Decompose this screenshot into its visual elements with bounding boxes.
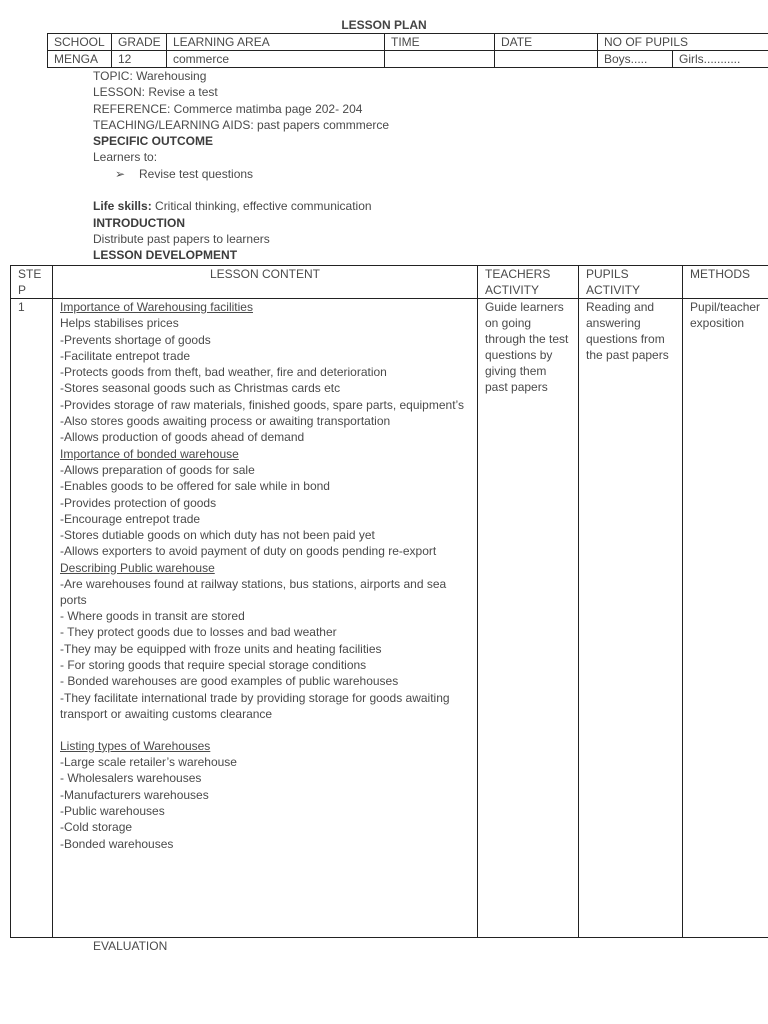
- date-header: DATE: [495, 34, 598, 51]
- meta-header-row: [48, 34, 768, 51]
- content-line: - They protect goods due to losses and bad weather: [60, 625, 337, 640]
- arrow-bullet-icon: ➢: [115, 166, 126, 181]
- evaluation-heading: EVALUATION: [93, 939, 168, 953]
- content-line: -They may be equipped with froze units and heating facilities: [60, 641, 382, 656]
- content-line: -Manufacturers warehouses: [60, 787, 209, 802]
- content-line: [60, 722, 470, 738]
- content-subheading: Importance of bonded warehouse: [60, 446, 239, 461]
- introduction-heading: INTRODUCTION: [93, 215, 185, 230]
- boys-count: Boys.....: [598, 51, 673, 68]
- content-line: -Allows production of goods ahead of demand: [60, 430, 305, 445]
- step-number: 1: [11, 299, 53, 938]
- content-line: -Encourage entrepot trade: [60, 511, 201, 526]
- content-line: -Bonded warehouses: [60, 836, 174, 851]
- time-value: [385, 51, 495, 68]
- learners-to-line: Learners to:: [93, 150, 158, 165]
- content-line: -Protects goods from theft, bad weather, fire and deterioration: [60, 365, 387, 380]
- content-line: Helps stabilises prices: [60, 316, 179, 331]
- content-line: - For storing goods that require special storage conditions: [60, 657, 367, 672]
- development-header-row: [11, 266, 768, 299]
- content-line: -Large scale retailer’s warehouse: [60, 755, 237, 770]
- content-line: -Facilitate entrepot trade: [60, 348, 191, 363]
- pupils-activity-cell: Reading and answering questions from the past papers: [579, 299, 683, 938]
- lesson-info: [93, 68, 733, 264]
- life-skills-line: [93, 198, 733, 214]
- meta-value-row: [48, 51, 768, 68]
- content-subheading: Describing Public warehouse: [60, 560, 215, 575]
- learning-area-value: commerce: [167, 51, 385, 68]
- content-line: -They facilitate international trade by providing storage for goods awaiting transport or awaiting customs clearance: [60, 690, 450, 721]
- girls-count: Girls...........: [673, 51, 768, 68]
- school-value: MENGA: [48, 51, 112, 68]
- specific-outcome-heading: SPECIFIC OUTCOME: [93, 134, 214, 149]
- step-header: STE P: [11, 266, 53, 299]
- content-line: -Provides protection of goods: [60, 495, 217, 510]
- spacer: [93, 182, 733, 198]
- lesson-development-table: [10, 265, 768, 938]
- lesson-meta-table: [47, 33, 768, 68]
- pupils-count-header: NO OF PUPILS: [598, 34, 768, 51]
- learning-area-header: LEARNING AREA: [167, 34, 385, 51]
- content-line: -Prevents shortage of goods: [60, 332, 211, 347]
- content-line: -Enables goods to be offered for sale while in bond: [60, 479, 330, 494]
- content-line: -Also stores goods awaiting process or awaiting transportation: [60, 414, 391, 429]
- aids-line: TEACHING/LEARNING AIDS: past papers commmerce: [93, 117, 390, 132]
- lesson-development-heading: LESSON DEVELOPMENT: [93, 248, 238, 263]
- date-value: [495, 51, 598, 68]
- teachers-activity-cell: Guide learners on going through the test questions by giving them past papers: [478, 299, 579, 938]
- content-line: - Bonded warehouses are good examples of public warehouses: [60, 674, 399, 689]
- lesson-content-header: LESSON CONTENT: [53, 266, 478, 299]
- grade-header: GRADE: [112, 34, 167, 51]
- methods-cell: Pupil/teacher exposition: [683, 299, 768, 938]
- pupils-activity-header: PUPILS ACTIVITY: [579, 266, 683, 299]
- content-line: -Stores dutiable goods on which duty has not been paid yet: [60, 528, 375, 543]
- life-skills-value: Critical thinking, effective communication: [151, 199, 372, 214]
- content-line: -Public warehouses: [60, 804, 165, 819]
- content-line: -Allows exporters to avoid payment of duty on goods pending re-export: [60, 544, 437, 559]
- lesson-content-cell: [53, 299, 478, 938]
- content-line: -Allows preparation of goods for sale: [60, 462, 255, 477]
- time-header: TIME: [385, 34, 495, 51]
- outcome-bullet: [93, 166, 733, 182]
- life-skills-label: Life skills:: [93, 199, 152, 214]
- methods-header: METHODS: [683, 266, 768, 299]
- content-line: -Cold storage: [60, 820, 133, 835]
- introduction-text: Distribute past papers to learners: [93, 231, 270, 246]
- content-line: -Stores seasonal goods such as Christmas cards etc: [60, 381, 341, 396]
- teachers-activity-header: TEACHERS ACTIVITY: [478, 266, 579, 299]
- content-line: -Provides storage of raw materials, finished goods, spare parts, equipment’s: [60, 397, 464, 412]
- content-line: -Are warehouses found at railway stations, bus stations, airports and sea ports: [60, 577, 447, 608]
- content-subheading: Listing types of Warehouses: [60, 738, 211, 753]
- school-header: SCHOOL: [48, 34, 112, 51]
- content-line: - Where goods in transit are stored: [60, 609, 245, 624]
- content-subheading: Importance of Warehousing facilities: [60, 300, 253, 314]
- lesson-line: LESSON: Revise a test: [93, 85, 218, 100]
- outcome-bullet-text: Revise test questions: [139, 166, 254, 181]
- development-step-row: [11, 299, 768, 938]
- topic-line: TOPIC: Warehousing: [93, 69, 207, 83]
- reference-line: REFERENCE: Commerce matimba page 202- 204: [93, 101, 363, 116]
- page-title: LESSON PLAN: [341, 18, 427, 32]
- content-line: - Wholesalers warehouses: [60, 771, 202, 786]
- grade-value: 12: [112, 51, 167, 68]
